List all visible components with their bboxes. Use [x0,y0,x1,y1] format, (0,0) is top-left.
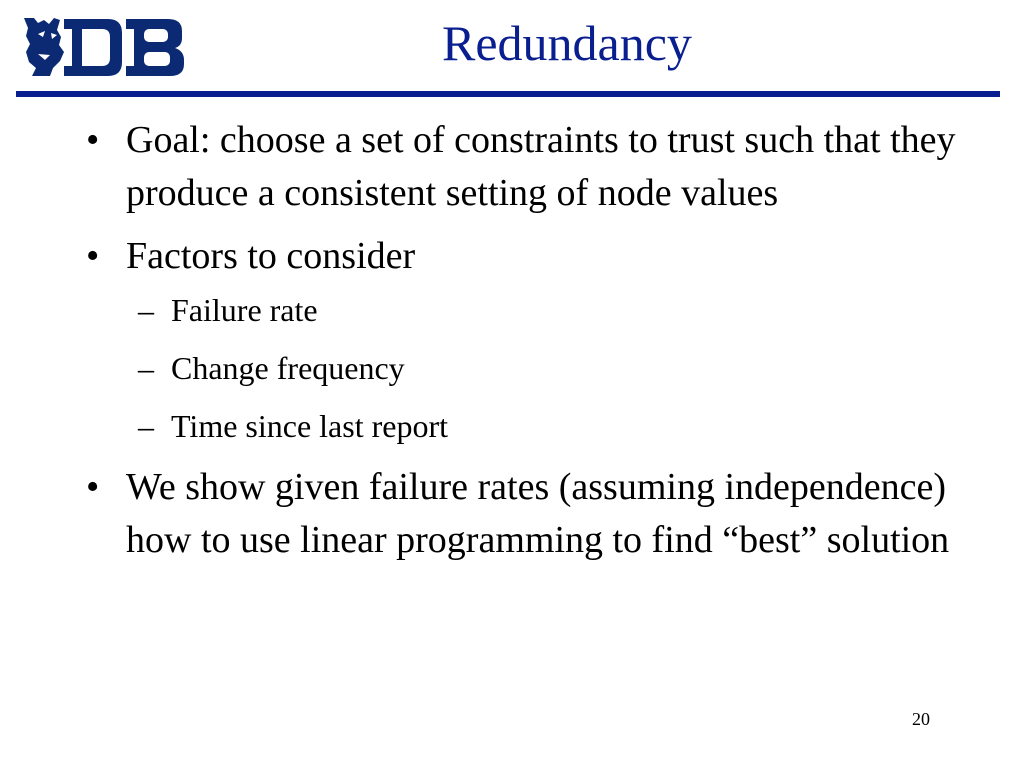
title-divider [16,91,1000,97]
sub-bullet-marker: – [138,350,154,386]
bullet-factors [86,230,986,283]
page-number: 20 [912,709,930,729]
sub-bullet-time-since-report [138,403,986,449]
sub-bullet-marker: – [138,408,154,444]
sub-bullet-change-frequency [138,345,986,391]
bullet-marker: • [86,466,100,508]
sub-bullet-text: Time since last report [171,408,448,444]
factors-sublist [86,287,986,449]
sub-bullet-text: Change frequency [171,350,405,386]
bullet-text: Goal: choose a set of constraints to trust such that they produce a consistent setting of node values [126,119,956,214]
slide-content [86,114,986,567]
sub-bullet-text: Failure rate [171,292,318,328]
slide-title: Redundancy [442,15,692,71]
sub-bullet-marker: – [138,292,154,328]
bullet-linear-programming [86,461,986,567]
bullet-text: Factors to consider [126,235,416,277]
bullet-goal [86,114,986,220]
duke-logo-icon [16,14,188,80]
bullet-marker: • [86,235,100,277]
bullet-text: We show given failure rates (assuming independence) how to use linear programming to find “best” solution [126,466,950,561]
bullet-marker: • [86,119,100,161]
sub-bullet-failure-rate [138,287,986,333]
